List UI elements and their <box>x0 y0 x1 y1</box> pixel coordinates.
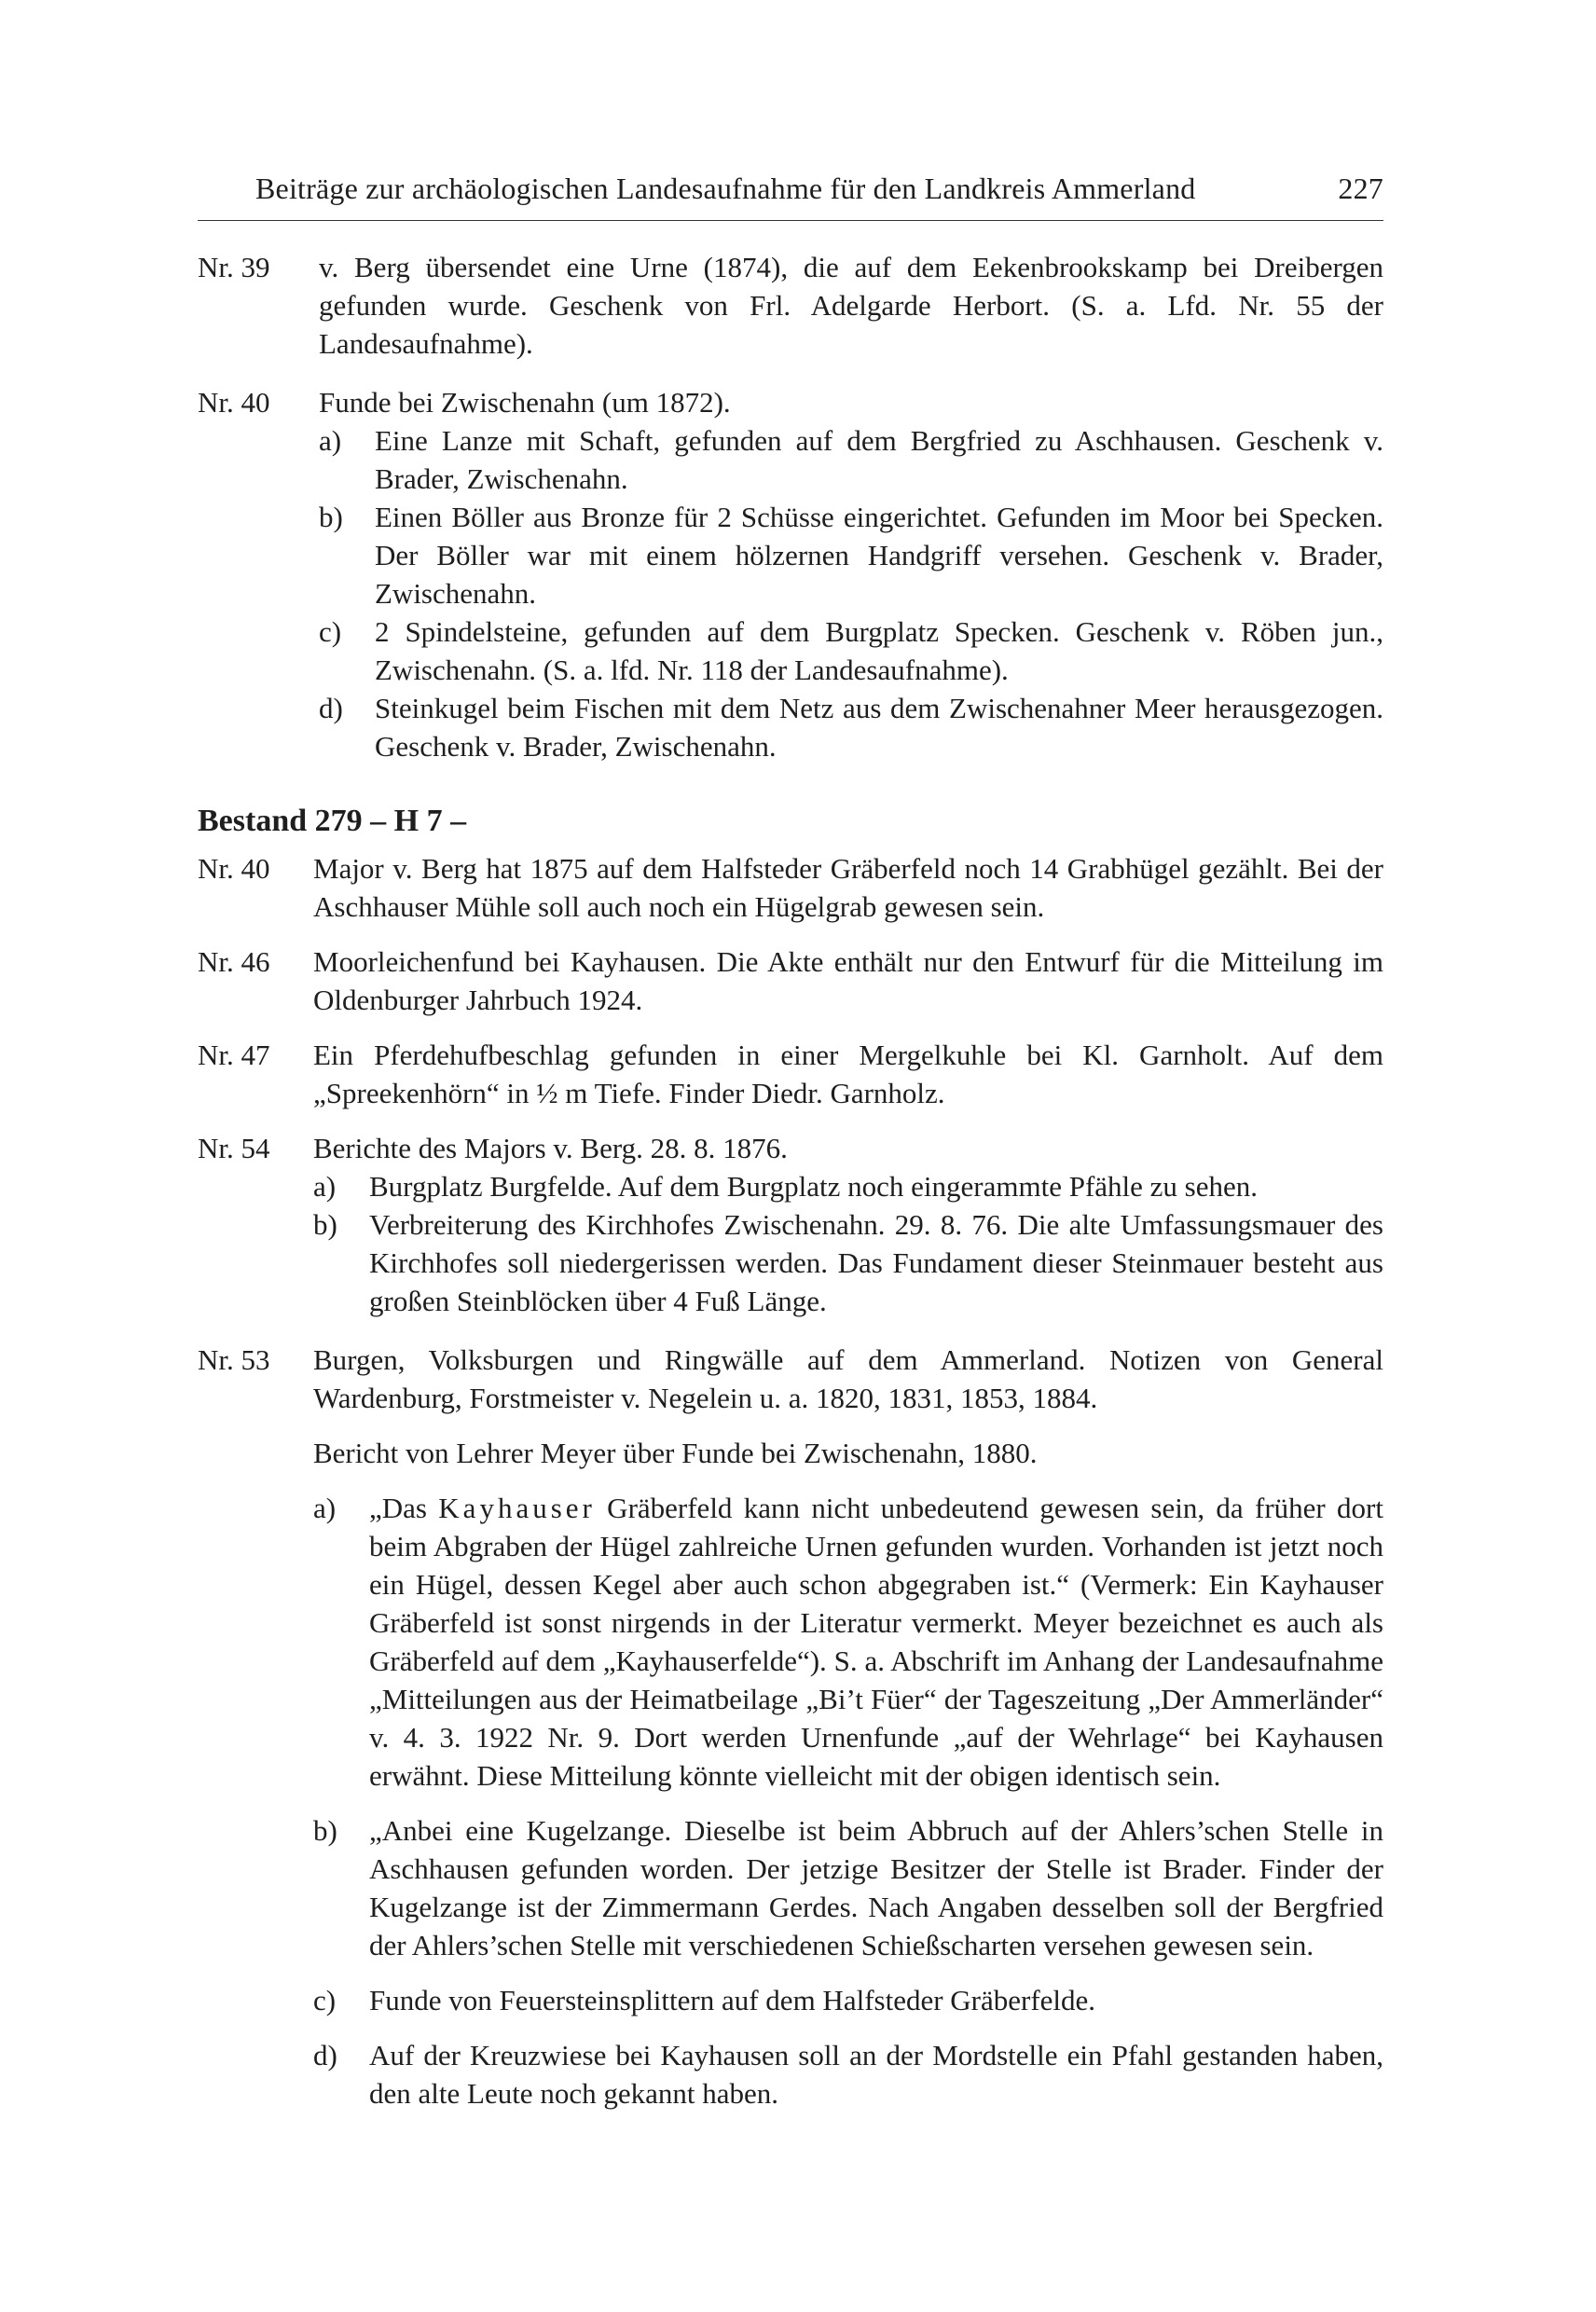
list-item <box>319 498 1383 612</box>
entry-text: Burgen, Volksburgen und Ringwälle auf dem Ammerland. Notizen von General Wardenburg, Forstmeister v. Negelein u. a. 1820, 1831, 1853, 1884. <box>313 1343 1383 1414</box>
list-item <box>313 1167 1383 1205</box>
entry-label: Nr. 47 <box>198 1039 270 1071</box>
list-item <box>313 1811 1383 1964</box>
item-marker: d) <box>313 2039 337 2071</box>
entry-label: Nr. 54 <box>198 1132 270 1164</box>
entry-nr-53 <box>198 1341 1383 2112</box>
item-text: Verbreiterung des Kirchhofes Zwischenahn. 29. 8. 76. Die alte Umfassungsmauer des Kirchhofes soll niedergerissen werden. Das Fundament dieser Steinmauer besteht aus großen Steinblöcken über 4 Fuß Länge. <box>369 1208 1383 1317</box>
entry-text: Major v. Berg hat 1875 auf dem Halfsteder Gräberfeld noch 14 Grabhügel gezählt. Bei der Aschhauser Mühle soll auch noch ein Hügelgrab gewesen sein. <box>313 852 1383 923</box>
entry-nr-40-b <box>198 849 1383 926</box>
item-text: Einen Böller aus Bronze für 2 Schüsse eingerichtet. Gefunden im Moor bei Specken. Der Böller war mit einem hölzernen Handgriff versehen. Geschenk v. Brader, Zwischenahn. <box>375 501 1383 610</box>
entry-text: Ein Pferdehufbeschlag gefunden in einer Mergelkuhle bei Kl. Garnholt. Auf dem „Spreekenhörn“ in ½ m Tiefe. Finder Diedr. Garnholz. <box>313 1039 1383 1109</box>
list-item <box>313 1489 1383 1795</box>
sub-items <box>313 1167 1383 1320</box>
entry-nr-39 <box>198 248 1383 363</box>
section-heading: Bestand 279 – H 7 – <box>198 804 467 838</box>
entry-nr-46 <box>198 943 1383 1019</box>
quote-rest: Gräberfeld kann nicht unbedeutend gewesen sein, da früher dort beim Abgraben der Hügel zahlreiche Urnen gefunden wurden. Vorhanden ist jetzt noch ein Hügel, dessen Kegel aber auch schon abgegraben ist.“ (Vermerk: Ein Kayhauser Gräberfeld ist sonst nirgends in der Literatur vermerkt. Meyer bezeichnet es auch als Gräberfeld auf dem „Kayhauserfelde“). S. a. Abschrift im Anhang der Landesaufnahme „Mitteilungen aus der Heimatbeilage „Bi’t Füer“ der Tageszeitung „Der Ammerländer“ v. 4. 3. 1922 Nr. 9. Dort werden Urnenfunde „auf der Wehrlage“ bei Kayhausen erwähnt. Diese Mitteilung könnte vielleicht mit der obigen identisch sein. <box>369 1492 1383 1792</box>
list-item <box>313 2036 1383 2112</box>
entry-label: Nr. 46 <box>198 945 270 978</box>
item-marker: a) <box>313 1492 337 1524</box>
entry-label: Nr. 40 <box>198 852 270 885</box>
entry-nr-47 <box>198 1036 1383 1112</box>
item-text: Auf der Kreuzwiese bei Kayhausen soll an der Mordstelle ein Pfahl gestanden haben, den alte Leute noch gekannt haben. <box>369 2039 1383 2110</box>
entry-label: Nr. 39 <box>198 251 270 283</box>
item-marker: b) <box>319 501 343 533</box>
entry-label: Nr. 40 <box>198 386 270 419</box>
entry-subtext: Bericht von Lehrer Meyer über Funde bei Zwischenahn, 1880. <box>313 1437 1038 1469</box>
list-item <box>319 689 1383 765</box>
list-item <box>313 1981 1383 2019</box>
page-number: 227 <box>1338 172 1383 205</box>
item-marker: a) <box>313 1170 337 1203</box>
document-body <box>198 248 1383 2112</box>
item-text: Funde von Feuersteinsplittern auf dem Halfsteder Gräberfelde. <box>369 1984 1096 2016</box>
list-item <box>313 1205 1383 1320</box>
entry-nr-54 <box>198 1129 1383 1320</box>
quote-open: „Das <box>369 1492 439 1524</box>
entry-text: Funde bei Zwischenahn (um 1872). <box>319 386 731 419</box>
entry-text: Moorleichenfund bei Kayhausen. Die Akte enthält nur den Entwurf für die Mitteilung im Oldenburger Jahrbuch 1924. <box>313 945 1383 1016</box>
entry-label: Nr. 53 <box>198 1343 270 1376</box>
list-item <box>319 612 1383 689</box>
sub-items <box>319 421 1383 765</box>
entry-text: Berichte des Majors v. Berg. 28. 8. 1876. <box>313 1132 788 1164</box>
item-text: Steinkugel beim Fischen mit dem Netz aus dem Zwischenahner Meer herausgezogen. Geschenk v. Brader, Zwischenahn. <box>375 692 1383 763</box>
item-marker: c) <box>319 615 342 648</box>
item-marker: d) <box>319 692 343 724</box>
item-text: 2 Spindelsteine, gefunden auf dem Burgplatz Specken. Geschenk v. Röben jun., Zwischenahn. (S. a. lfd. Nr. 118 der Landesaufnahme). <box>375 615 1383 686</box>
entry-text: v. Berg übersendet eine Urne (1874), die auf dem Eekenbrookskamp bei Dreibergen gefunden wurde. Geschenk von Frl. Adelgarde Herbort. (S. a. Lfd. Nr. 55 der Landesaufnahme). <box>319 251 1383 360</box>
item-marker: b) <box>313 1208 337 1241</box>
running-title: Beiträge zur archäologischen Landesaufnahme für den Landkreis Ammerland <box>255 172 1196 205</box>
spaced-word: Kayhauser <box>438 1492 596 1524</box>
item-text: „Anbei eine Kugelzange. Dieselbe ist beim Abbruch auf der Ahlers’schen Stelle in Aschhausen gefunden worden. Der jetzige Besitzer der Stelle ist Brader. Finder der Kugelzange ist der Zimmermann Gerdes. Nach Angaben desselben soll der Bergfried der Ahlers’schen Stelle mit verschiedenen Schießscharten versehen gewesen sein. <box>369 1814 1383 1961</box>
item-text: Eine Lanze mit Schaft, gefunden auf dem Bergfried zu Aschhausen. Geschenk v. Brader, Zwischenahn. <box>375 424 1383 495</box>
item-marker: b) <box>313 1814 337 1847</box>
item-text: Burgplatz Burgfelde. Auf dem Burgplatz noch eingerammte Pfähle zu sehen. <box>369 1170 1258 1203</box>
entry-nr-40 <box>198 383 1383 765</box>
item-text <box>369 1489 1383 1795</box>
header-rule <box>198 220 1383 221</box>
sub-items <box>313 1489 1383 2112</box>
item-marker: a) <box>319 424 342 457</box>
item-marker: c) <box>313 1984 337 2016</box>
list-item <box>319 421 1383 498</box>
